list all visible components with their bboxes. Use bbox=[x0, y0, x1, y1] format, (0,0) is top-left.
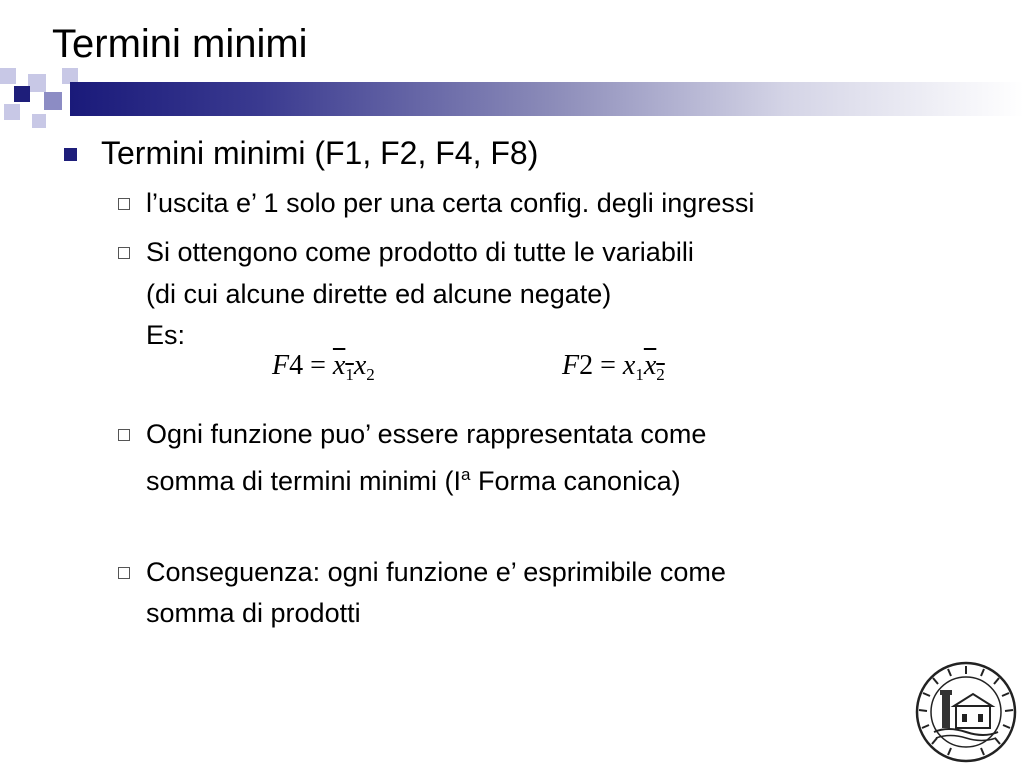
negated-variable: $x_2$ bbox=[643, 350, 665, 384]
deco-square bbox=[4, 104, 20, 120]
square-bullet-icon bbox=[64, 148, 77, 161]
checkbox-outline-icon bbox=[118, 567, 130, 579]
deco-square bbox=[44, 92, 62, 110]
deco-square bbox=[14, 86, 30, 102]
checkbox-outline-icon bbox=[118, 247, 130, 259]
sub-bullet-text: l’uscita e’ 1 solo per una certa config. degli ingressi bbox=[146, 188, 755, 218]
deco-square bbox=[28, 74, 46, 92]
slide-title: Termini minimi bbox=[52, 22, 308, 66]
sub-bullet-text: (di cui alcune dirette ed alcune negate) bbox=[146, 279, 612, 309]
equation-f2: $F2 = x_1x_2$ bbox=[562, 350, 665, 384]
sub-bullet-text: Si ottengono come prodotto di tutte le variabili bbox=[146, 237, 694, 267]
sub-bullet-text: Conseguenza: ogni funzione e’ esprimibile come bbox=[146, 557, 726, 587]
deco-square bbox=[32, 114, 46, 128]
sub-bullet-text: somma di prodotti bbox=[146, 598, 361, 628]
checkbox-outline-icon bbox=[118, 198, 130, 210]
equation-f4: $F4 = x_1x_2$ bbox=[272, 350, 375, 384]
sub-bullet-text: Ogni funzione puo’ essere rappresentata come bbox=[146, 419, 707, 449]
checkbox-outline-icon bbox=[118, 429, 130, 441]
bullet-level1-text: Termini minimi (F1, F2, F4, F8) bbox=[101, 135, 539, 171]
header-gradient-bar bbox=[70, 82, 1024, 116]
deco-square bbox=[0, 68, 16, 84]
sub-bullet-text: somma di termini minimi ($I^a$ Forma canonica) bbox=[146, 465, 681, 496]
sub-bullet-text: Es: bbox=[146, 320, 186, 350]
negated-variable: $x_1$ bbox=[332, 350, 354, 384]
university-seal-icon bbox=[912, 660, 1020, 764]
